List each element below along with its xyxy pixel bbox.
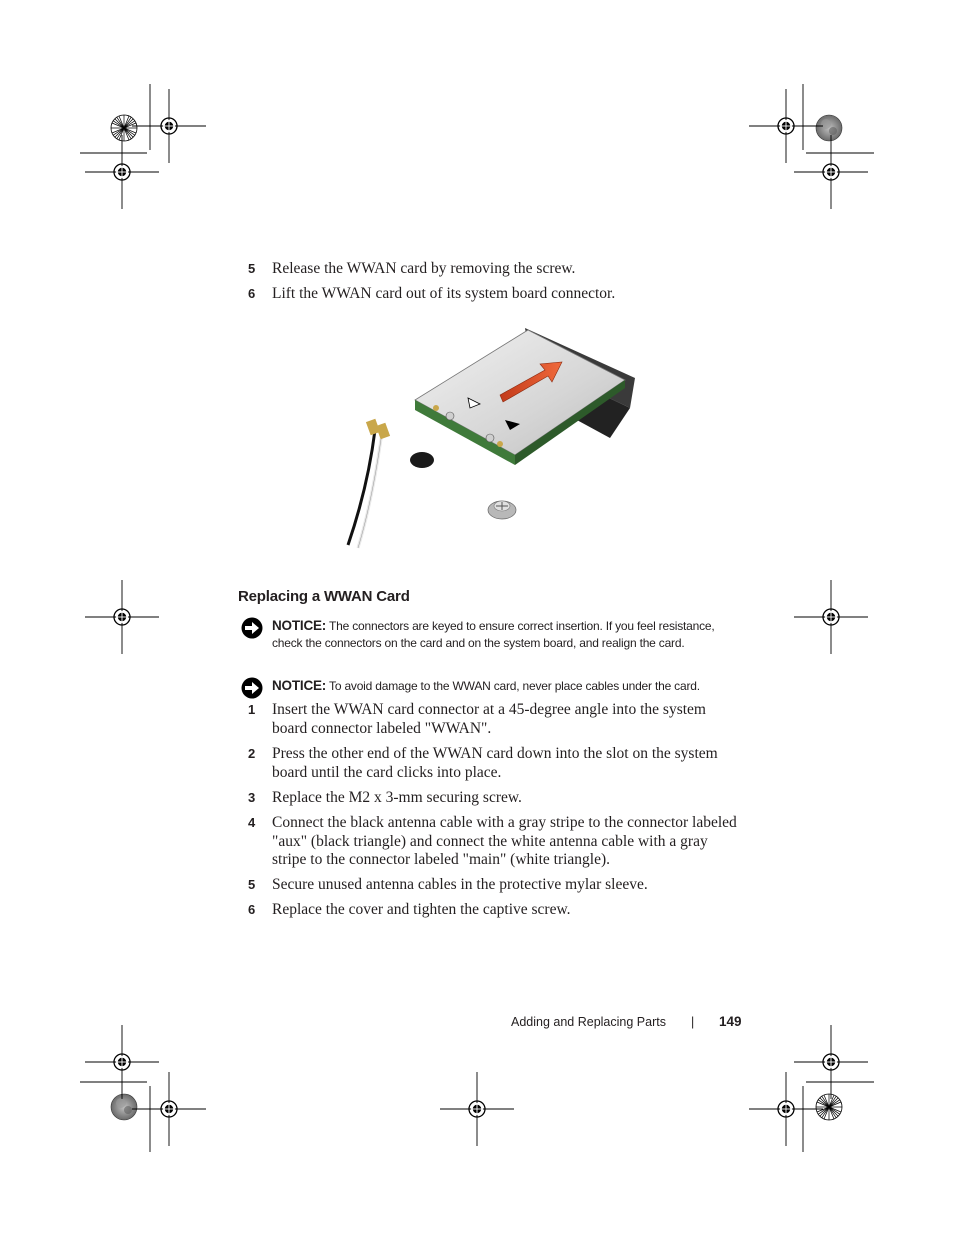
step-text: Press the other end of the WWAN card down into the slot on the system board until the card clicks into place. [272, 745, 718, 781]
page-number: 149 [719, 1014, 742, 1029]
notice-text: The connectors are keyed to ensure correct insertion. If you feel resistance, check the connectors on the card and on the system board, and realign the card. [272, 619, 715, 650]
wwan-card-illustration [340, 320, 640, 550]
step-number: 4 [248, 815, 255, 830]
notice-label: NOTICE: [272, 618, 327, 633]
step-text: Connect the black antenna cable with a gray stripe to the connector labeled "aux" (black triangle) and connect the white antenna cable with a gray stripe to the connector labeled "main" (white triangle). [272, 814, 737, 868]
step-number: 2 [248, 746, 255, 761]
section-title: Replacing a WWAN Card [238, 588, 410, 605]
notice-label: NOTICE: [272, 678, 327, 693]
step-text: Replace the M2 x 3-mm securing screw. [272, 789, 522, 806]
notice-arrow-icon [240, 677, 264, 699]
footer-separator: | [691, 1015, 695, 1029]
notice-text: To avoid damage to the WWAN card, never place cables under the card. [329, 679, 700, 693]
step-text: Lift the WWAN card out of its system board connector. [272, 285, 616, 302]
step-text: Secure unused antenna cables in the protective mylar sleeve. [272, 876, 648, 893]
step-number: 5 [248, 261, 255, 276]
step-text: Insert the WWAN card connector at a 45-degree angle into the system board connector labeled "WWAN". [272, 701, 706, 737]
step-number: 1 [248, 702, 255, 717]
step-number: 6 [248, 902, 255, 917]
step-number: 6 [248, 286, 255, 301]
footer-section-title: Adding and Replacing Parts [511, 1015, 666, 1029]
notice-arrow-icon [240, 617, 264, 639]
step-text: Release the WWAN card by removing the screw. [272, 260, 576, 277]
step-number: 5 [248, 877, 255, 892]
step-text: Replace the cover and tighten the captive screw. [272, 901, 571, 918]
step-number: 3 [248, 790, 255, 805]
